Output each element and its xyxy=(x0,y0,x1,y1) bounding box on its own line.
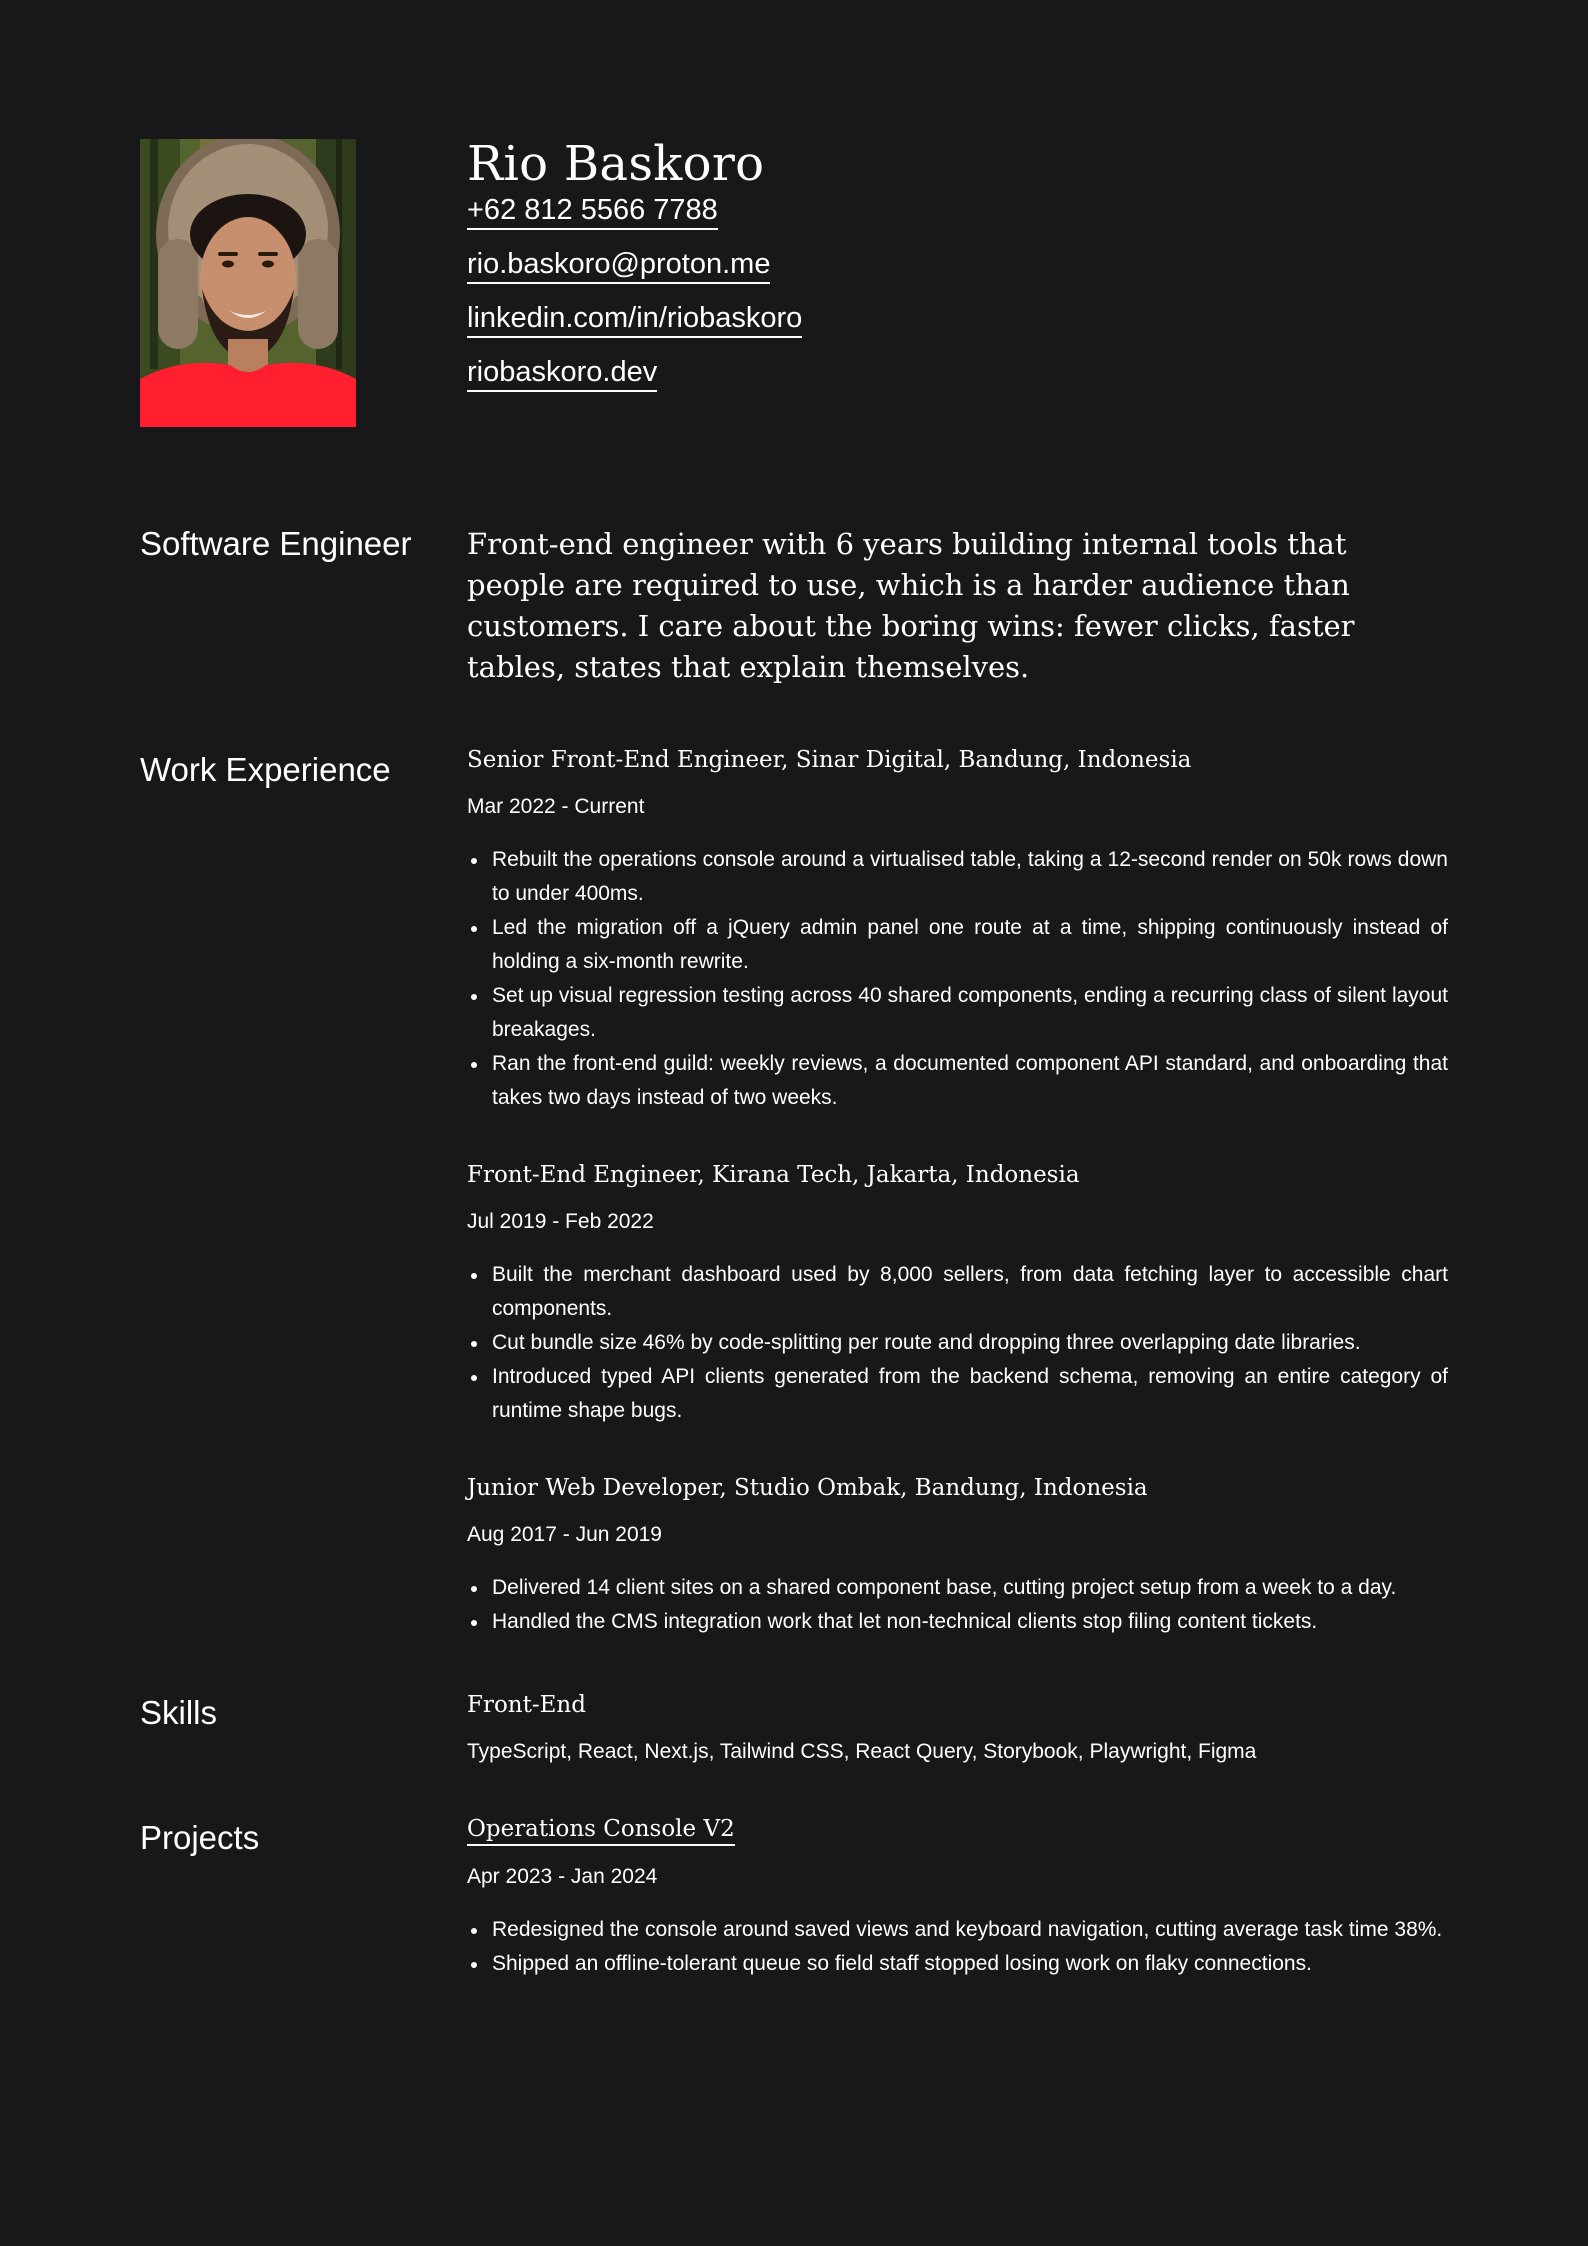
job-bullets xyxy=(467,843,1448,1115)
job-bullet: Rebuilt the operations console around a virtualised table, taking a 12-second render on 50k rows down to under 400ms. xyxy=(492,843,1448,911)
summary-section xyxy=(140,524,1448,688)
job-title: Junior Web Developer, Studio Ombak, Bandung, Indonesia xyxy=(467,1475,1148,1501)
linkedin-link[interactable]: linkedin.com/in/riobaskoro xyxy=(467,300,802,338)
resume-header xyxy=(140,136,1448,427)
job-bullet: Delivered 14 client sites on a shared component base, cutting project setup from a week to a day. xyxy=(492,1571,1448,1605)
summary-text: Front-end engineer with 6 years building internal tools that people are required to use, which is a harder audience than customers. I care about the boring wins: fewer clicks, faster tables, states that explain themselves. xyxy=(467,527,1355,684)
project-bullet: Redesigned the console around saved views and keyboard navigation, cutting average task time 38%. xyxy=(492,1913,1448,1947)
project-title-link[interactable]: Operations Console V2 xyxy=(467,1814,735,1846)
resume-page xyxy=(140,136,1448,1981)
job-bullet: Led the migration off a jQuery admin panel one route at a time, shipping continuously instead of holding a six-month rewrite. xyxy=(492,911,1448,979)
profile-photo xyxy=(140,139,356,427)
phone-link[interactable]: +62 812 5566 7788 xyxy=(467,192,718,230)
job-bullet: Cut bundle size 46% by code-splitting per route and dropping three overlapping date libraries. xyxy=(492,1326,1448,1360)
job-bullet: Ran the front-end guild: weekly reviews, a documented component API standard, and onboarding that takes two days instead of two weeks. xyxy=(492,1047,1448,1115)
job-dates: Aug 2017 - Jun 2019 xyxy=(467,1523,662,1546)
contact-info xyxy=(467,136,803,427)
job-entry xyxy=(467,1472,1448,1639)
job-title: Senior Front-End Engineer, Sinar Digital, Bandung, Indonesia xyxy=(467,747,1192,773)
job-bullets xyxy=(467,1571,1448,1639)
summary-label: Software Engineer xyxy=(140,525,412,562)
job-bullet: Handled the CMS integration work that let non-technical clients stop filing content tickets. xyxy=(492,1605,1448,1639)
work-experience-label: Work Experience xyxy=(140,751,391,788)
skills-section xyxy=(140,1689,1448,1766)
job-bullet: Introduced typed API clients generated from the backend schema, removing an entire category of runtime shape bugs. xyxy=(492,1360,1448,1428)
project-bullets xyxy=(467,1913,1448,1981)
job-title: Front-End Engineer, Kirana Tech, Jakarta, Indonesia xyxy=(467,1162,1080,1188)
job-dates: Jul 2019 - Feb 2022 xyxy=(467,1210,654,1233)
projects-label: Projects xyxy=(140,1819,260,1856)
work-experience-section xyxy=(140,744,1448,1639)
projects-section xyxy=(140,1814,1448,1981)
skill-group-title: Front-End xyxy=(467,1692,586,1718)
email-link[interactable]: rio.baskoro@proton.me xyxy=(467,246,770,284)
project-bullet: Shipped an offline-tolerant queue so field staff stopped losing work on flaky connections. xyxy=(492,1947,1448,1981)
job-bullets xyxy=(467,1258,1448,1428)
job-entry xyxy=(467,744,1448,1115)
skill-list: TypeScript, React, Next.js, Tailwind CSS, React Query, Storybook, Playwright, Figma xyxy=(467,1740,1257,1763)
job-entry xyxy=(467,1159,1448,1428)
skills-label: Skills xyxy=(140,1694,218,1731)
job-dates: Mar 2022 - Current xyxy=(467,795,645,818)
job-bullet: Built the merchant dashboard used by 8,000 sellers, from data fetching layer to accessible chart components. xyxy=(492,1258,1448,1326)
job-bullet: Set up visual regression testing across 40 shared components, ending a recurring class of silent layout breakages. xyxy=(492,979,1448,1047)
website-link[interactable]: riobaskoro.dev xyxy=(467,354,657,392)
candidate-name: Rio Baskoro xyxy=(467,136,765,192)
project-dates: Apr 2023 - Jan 2024 xyxy=(467,1865,658,1888)
